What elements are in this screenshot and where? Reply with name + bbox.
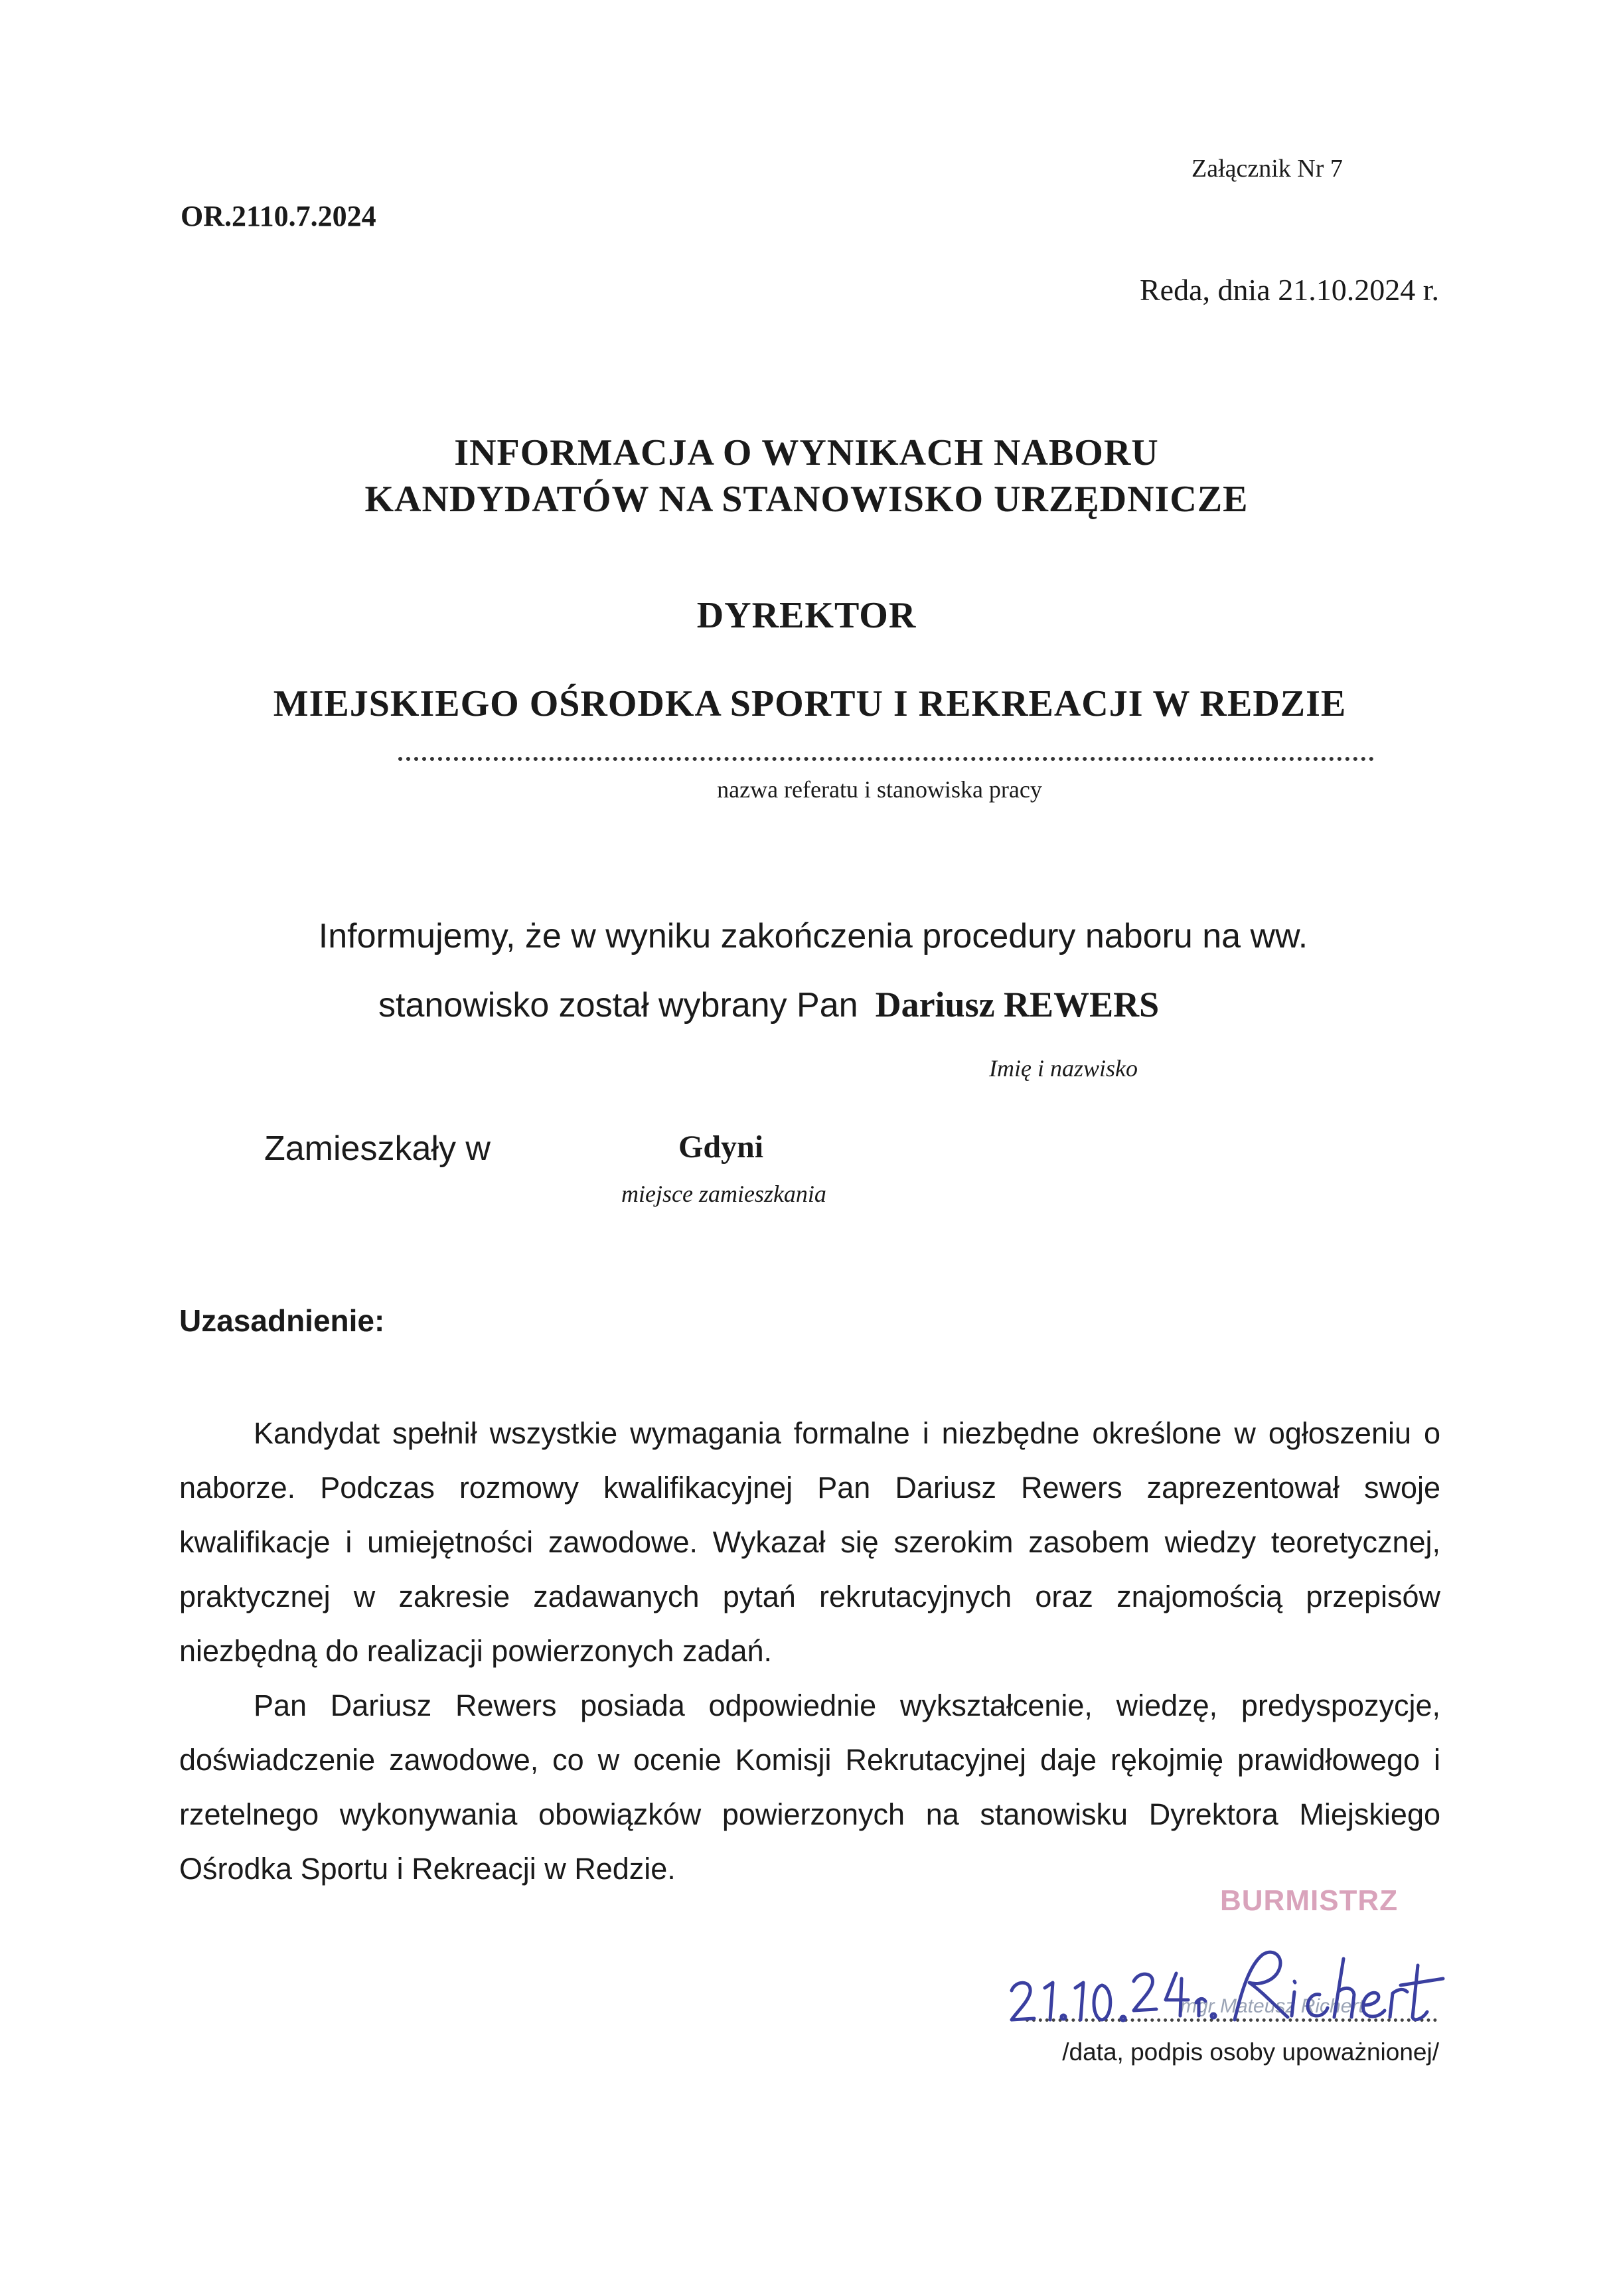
residence-value: Gdyni (678, 1129, 764, 1165)
signature-caption: /data, podpis osoby upoważnionej/ (1062, 2038, 1439, 2066)
place-and-date: Reda, dnia 21.10.2024 r. (1140, 273, 1439, 307)
document-title-line1: INFORMACJA O WYNIKACH NABORU (454, 432, 1159, 473)
position-name: DYREKTOR (696, 595, 917, 636)
signatory-name-stamp: mgr Mateusz Richert (1180, 1995, 1364, 2017)
document-title-line2: KANDYDATÓW NA STANOWISKO URZĘDNICZE (364, 479, 1249, 520)
dotted-separator (398, 757, 1374, 761)
justification-paragraph-1: Kandydat spełnił wszystkie wymagania formalne i niezbędne określone w ogłoszeniu o naborze. Podczas rozmowy kwalifikacyjnej Pan Dariusz Rewers zaprezentował swoje kwalifikacje i umiejętności zawodowe. Wykazał się szerokim zasobem wiedzy teoretycznej, praktycznej w zakresie zadawanych pytań rekrutacyjnych oraz znajomością przepisów niezbędną do realizacji powierzonych zadań. (179, 1416, 1440, 1668)
announcement-line2 (378, 984, 1159, 1025)
handwritten-signature (1002, 1939, 1454, 2038)
justification-label: Uzasadnienie: (179, 1303, 385, 1338)
attachment-number: Załącznik Nr 7 (1191, 155, 1343, 183)
announcement-line1: Informujemy, że w wyniku zakończenia procedury naboru na ww. (318, 917, 1308, 955)
organization-unit: MIEJSKIEGO OŚRODKA SPORTU I REKREACJI W REDZIE (273, 683, 1347, 724)
justification-paragraph-2: Pan Dariusz Rewers posiada odpowiednie wykształcenie, wiedzę, predyspozycje, doświadczenie zawodowe, co w ocenie Komisji Rekrutacyjnej daje rękojmię prawidłowego i rzetelnego wykonywania obowiązków powierzonych na stanowisku Dyrektora Miejskiego Ośrodka Sportu i Rekreacji w Redzie. (179, 1688, 1440, 1886)
candidate-name: Dariusz REWERS (875, 985, 1160, 1025)
mayor-stamp: BURMISTRZ (1220, 1884, 1399, 1917)
reference-number: OR.2110.7.2024 (181, 200, 376, 232)
unit-caption: nazwa referatu i stanowiska pracy (717, 776, 1042, 803)
residence-caption: miejsce zamieszkania (621, 1181, 826, 1207)
name-caption: Imię i nazwisko (989, 1055, 1138, 1082)
announcement-line2-text: stanowisko został wybrany Pan (378, 986, 858, 1025)
residence-label: Zamieszkały w (264, 1129, 491, 1168)
